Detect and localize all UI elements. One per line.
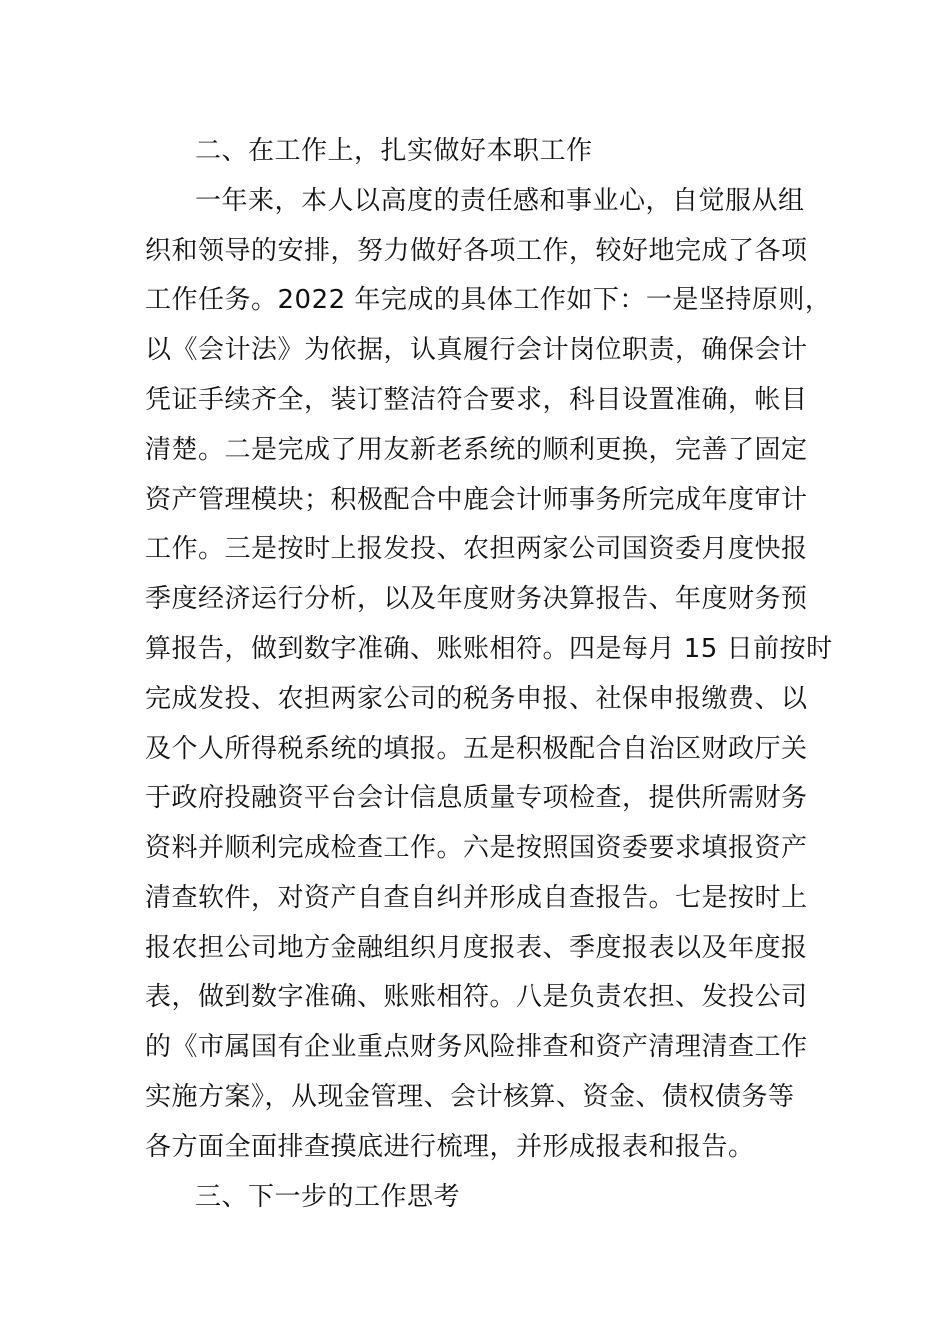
paragraph-line: 清查软件，对资产自查自纠并形成自查报告。七是按时上 [145, 883, 808, 913]
section-heading-2: 二、在工作上，扎实做好本职工作 [195, 136, 593, 166]
paragraph-line: 织和领导的安排，努力做好各项工作，较好地完成了各项 [145, 236, 808, 266]
paragraph-line: 报农担公司地方金融组织月度报表、季度报表以及年度报 [145, 933, 808, 963]
paragraph-line: 算报告，做到数字准确、账账相符。四是每月 15 日前按时 [145, 634, 833, 664]
paragraph-line: 表，做到数字准确、账账相符。八是负责农担、发投公司 [145, 982, 808, 1012]
paragraph-line: 资料并顺利完成检查工作。六是按照国资委要求填报资产 [145, 833, 808, 863]
paragraph-line: 完成发投、农担两家公司的税务申报、社保申报缴费、以 [145, 684, 808, 714]
paragraph-line: 季度经济运行分析，以及年度财务决算报告、年度财务预 [145, 584, 808, 614]
paragraph-line: 的《市属国有企业重点财务风险排查和资产清理清查工作 [145, 1032, 808, 1062]
section-heading-3: 三、下一步的工作思考 [195, 1182, 461, 1212]
paragraph-line: 工作任务。2022 年完成的具体工作如下：一是坚持原则， [145, 285, 832, 315]
paragraph-line: 工作。三是按时上报发投、农担两家公司国资委月度快报 [145, 534, 808, 564]
paragraph-line: 实施方案》，从现金管理、会计核算、资金、债权债务等 [145, 1082, 795, 1112]
paragraph-line: 一年来，本人以高度的责任感和事业心，自觉服从组 [195, 186, 805, 216]
paragraph-line: 以《会计法》为依据，认真履行会计岗位职责，确保会计 [145, 335, 808, 365]
paragraph-line: 各方面全面排查摸底进行梳理，并形成报表和报告。 [145, 1132, 755, 1162]
paragraph-line: 清楚。二是完成了用友新老系统的顺利更换，完善了固定 [145, 435, 808, 465]
paragraph-line: 凭证手续齐全，装订整洁符合要求，科目设置准确，帐目 [145, 385, 808, 415]
paragraph-line: 及个人所得税系统的填报。五是积极配合自治区财政厅关 [145, 734, 808, 764]
paragraph-line: 于政府投融资平台会计信息质量专项检查，提供所需财务 [145, 783, 808, 813]
paragraph-line: 资产管理模块；积极配合中鹿会计师事务所完成年度审计 [145, 485, 808, 515]
